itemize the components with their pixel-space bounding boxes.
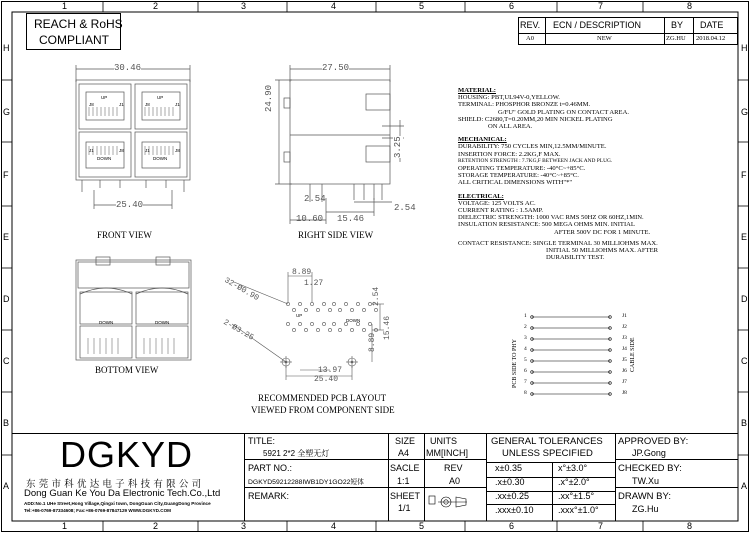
schematic-wiring: [520, 310, 620, 405]
units-label: UNITS: [430, 436, 457, 446]
schematic-jack-4: J4: [622, 346, 627, 352]
grid-row-e: E: [3, 232, 10, 242]
pcb-dim-25-40: 25.40: [314, 375, 339, 384]
schematic-jack-1: J1: [622, 313, 627, 319]
material-line-3: G/FU" GOLD PLATING ON CONTACT AREA.: [498, 108, 629, 116]
tolerance-linear-3: .xx±0.25: [495, 491, 529, 501]
by-value: ZG.HU: [666, 35, 686, 42]
material-line-4: SHIELD: C2680,T=0.20MM,20 MIN NICKEL PLATING: [458, 115, 613, 123]
mechanical-line-2: INSERTION FORCE: 2.2KG,F MAX.: [458, 150, 561, 158]
contact-line-2: INITIAL 50 MILLIOHMS MAX. AFTER: [546, 247, 659, 255]
checked-label: CHECKED BY:: [618, 463, 682, 474]
grid-row-a: A: [3, 481, 10, 491]
front-port-down-right: DOWN: [153, 156, 168, 161]
right-dim-depth: 27.50: [322, 63, 350, 73]
electrical-title: ELECTRICAL:: [458, 192, 504, 200]
badge-line-1: REACH & RoHS: [34, 17, 123, 31]
approved-value: JP.Gong: [632, 448, 666, 458]
mechanical-title: MECHANICAL:: [458, 136, 507, 144]
grid-col-3: 3: [241, 1, 247, 11]
size-value: A4: [398, 448, 410, 458]
pcb-dim-2-54: [372, 287, 381, 306]
sheet-label: SHEET: [390, 491, 421, 501]
right-dim-15-46: 15.46: [337, 214, 365, 224]
front-dim-bottom: 25.40: [116, 200, 144, 210]
grid-row-d-right: D: [741, 294, 748, 304]
rev-header: REV.: [520, 20, 541, 30]
part-label: PART NO.:: [248, 463, 293, 473]
schematic-pin-5: 5: [524, 357, 527, 363]
schematic-jack-3: J3: [622, 335, 627, 341]
drawn-value: ZG.Hu: [632, 504, 659, 514]
scale-value: 1:1: [397, 476, 410, 486]
grid-col-7-bottom: 7: [598, 521, 604, 531]
schematic-jack-2: J2: [622, 324, 627, 330]
grid-row-h-right: H: [741, 43, 748, 53]
grid-row-b-right: B: [741, 418, 748, 428]
size-label: SIZE: [395, 436, 416, 446]
by-header: BY: [671, 20, 684, 30]
tolerance-title-2: UNLESS SPECIFIED: [502, 448, 593, 459]
front-jack-top-1: J8: [89, 102, 94, 107]
pcb-dim-1-27: 1.27: [304, 279, 324, 288]
front-jack-bottom-4: J8: [175, 148, 180, 153]
right-dim-height-value: 24.90: [264, 84, 274, 112]
schematic-jack-7: J7: [622, 379, 627, 385]
grid-col-8-bottom: 8: [687, 521, 693, 531]
mechanical-line-3: RETENTION STRENGTH : 7.7KG,F BETWEEN JACK AND PLUG.: [458, 157, 613, 164]
front-jack-bottom-2: J8: [119, 148, 124, 153]
grid-col-2-bottom: 2: [153, 521, 159, 531]
contact-line-3: DURABILITY TEST.: [546, 254, 605, 262]
tolerance-angle-1: x°±3.0°: [558, 463, 588, 473]
schematic-pin-2: 2: [524, 324, 527, 330]
bottom-port-down-left: DOWN: [99, 320, 114, 325]
rev-label: REV: [444, 463, 463, 473]
specifications-block: [458, 87, 658, 261]
tolerance-title-1: GENERAL TOLERANCES: [491, 436, 603, 447]
scale-label: SACLE: [390, 463, 420, 473]
mechanical-line-1: DURABILITY: 750 CYCLES MIN,12.5MM/MINUTE.: [458, 143, 607, 151]
schematic-left-label-text: PCB SIDE TO PHY: [512, 339, 518, 388]
grid-row-f-right: F: [741, 170, 747, 180]
reach-rohs-badge: [26, 13, 121, 50]
tolerance-linear-4: .xxx±0.10: [495, 505, 534, 515]
company-name-cn: 东 莞 市 科 优 达 电 子 科 技 有 限 公 司: [26, 479, 202, 490]
grid-col-1-bottom: 1: [62, 521, 68, 531]
grid-row-d: D: [3, 294, 10, 304]
schematic-jack-6: J6: [622, 368, 627, 374]
approved-label: APPROVED BY:: [618, 436, 689, 447]
remark-label: REMARK:: [248, 491, 290, 501]
front-port-up-right: UP: [157, 95, 164, 100]
bottom-port-down-right: DOWN: [155, 320, 170, 325]
schematic-jack-8: J8: [622, 390, 627, 396]
front-jack-bottom-1: J1: [89, 148, 94, 153]
pcb-dim-8-89b-value: 8.89: [368, 332, 377, 352]
mechanical-line-5: STORAGE TEMPERATURE: -40°C~+85°C.: [458, 172, 579, 180]
rev-value: A0: [526, 35, 534, 42]
tolerance-linear-2: .x±0.30: [495, 477, 525, 487]
schematic-pin-1: 1: [524, 313, 527, 319]
tolerance-angle-3: .xx°±1.5°: [558, 491, 595, 501]
pcb-dim-8-89b: [368, 333, 377, 352]
grid-row-e-right: E: [741, 232, 748, 242]
right-dim-2-54b: 2.54: [394, 203, 416, 213]
grid-col-4: 4: [331, 1, 337, 11]
pcb-dim-15-46-value: 15.46: [383, 315, 392, 340]
ecn-value: NEW: [597, 35, 612, 42]
badge-line-2: COMPLIANT: [39, 33, 110, 47]
schematic-pin-3: 3: [524, 335, 527, 341]
tolerance-angle-2: .x°±2.0°: [558, 477, 590, 487]
schematic-right-label: [630, 338, 636, 373]
electrical-line-2: CURRENT RATING : 1.5AMP.: [458, 207, 544, 215]
grid-col-7: 7: [598, 1, 604, 11]
right-dim-height: [264, 85, 274, 112]
schematic-pin-6: 6: [524, 368, 527, 374]
right-dim-10-60: 10.60: [296, 214, 324, 224]
date-value: 2018.04.12: [696, 35, 726, 42]
grid-col-6: 6: [509, 1, 515, 11]
grid-row-c-right: C: [741, 356, 748, 366]
material-line-2: TERMINAL: PHOSPHOR BRONZE t=0.46MM.: [458, 101, 591, 109]
schematic-pin-4: 4: [524, 346, 527, 352]
right-dim-2-54a: 2.54: [304, 194, 326, 204]
mechanical-line-4: OPERATING TEMPERATURE: -40°C~+85°C.: [458, 165, 586, 173]
pcb-port-down: DOWN: [346, 318, 361, 323]
part-value: DGKYD59212288IWB1DY1GO22短体: [248, 479, 364, 486]
front-port-up-left: UP: [101, 95, 108, 100]
units-value: MM[INCH]: [426, 448, 468, 458]
schematic-right-label-text: CABLE SIDE: [630, 337, 636, 372]
pcb-holes-small-value: 32-Ø0.90: [222, 276, 261, 303]
grid-row-g-right: G: [741, 107, 749, 117]
grid-col-5-bottom: 5: [419, 521, 425, 531]
grid-col-3-bottom: 3: [241, 521, 247, 531]
rev-value-title: A0: [449, 476, 461, 486]
grid-row-f: F: [3, 170, 9, 180]
mechanical-line-6: ALL CRITICAL DIMENSIONS WITH"*": [458, 179, 573, 187]
grid-col-2: 2: [153, 1, 159, 11]
front-jack-top-4: J1: [175, 102, 180, 107]
company-logo: DGKYD: [60, 434, 194, 475]
right-side-view-label: RIGHT SIDE VIEW: [298, 230, 374, 240]
company-address: ADD:No.1 UHe Street,Hong Village,Qingxi town, DongGuan City,GuangDong Province: [24, 501, 211, 506]
front-jack-top-2: J1: [119, 102, 124, 107]
front-view-label: FRONT VIEW: [97, 230, 152, 240]
title-label: TITLE:: [248, 436, 276, 446]
date-header: DATE: [700, 20, 724, 30]
pcb-label-line-1: RECOMMENDED PCB LAYOUT: [258, 393, 387, 403]
front-jack-top-3: J8: [145, 102, 150, 107]
schematic-jack-5: J5: [622, 357, 627, 363]
electrical-line-1: VOLTAGE: 125 VOLTS AC.: [458, 199, 536, 207]
pcb-dim-13-97: 13.97: [318, 366, 343, 375]
contact-line-1: CONTACT RESISTANCE: SINGLE TERMINAL 30 MILLIOHMS MAX.: [458, 239, 658, 247]
pcb-holes-big-value: 2-Ø3.25: [221, 318, 256, 343]
grid-col-5: 5: [419, 1, 425, 11]
material-line-1: HOUSING: PBT,UL94V-0,YELLOW.: [458, 94, 560, 102]
grid-row-h: H: [3, 43, 10, 53]
tolerance-angle-4: .xxx°±1.0°: [558, 505, 599, 515]
grid-col-6-bottom: 6: [509, 521, 515, 531]
front-jack-bottom-3: J1: [145, 148, 150, 153]
material-title: MATERIAL:: [458, 87, 496, 94]
company-contact: Tel:+86-0769-87334608; Fax:+86-0769-87847129 WWW.DGKYD.COM: [24, 508, 171, 513]
schematic-left-label: [512, 339, 518, 388]
schematic-pin-7: 7: [524, 379, 527, 385]
grid-row-c: C: [3, 356, 10, 366]
right-dim-3-25: [393, 136, 403, 158]
checked-value: TW.Xu: [632, 476, 660, 486]
company-name-en: Dong Guan Ke You Da Electronic Tech.Co.,Ltd: [24, 488, 221, 499]
pcb-dim-2-54-value: 2.54: [372, 286, 381, 306]
tolerance-linear-1: x±0.35: [495, 463, 522, 473]
material-line-5: ON ALL AREA.: [488, 123, 533, 131]
ecn-header: ECN / DESCRIPTION: [553, 20, 642, 30]
pcb-label-line-2: VIEWED FROM COMPONENT SIDE: [251, 405, 395, 415]
grid-col-8: 8: [687, 1, 693, 11]
grid-col-1: 1: [62, 1, 68, 11]
pcb-dim-15-46: [383, 316, 392, 340]
schematic-pin-8: 8: [524, 390, 527, 396]
grid-row-a-right: A: [741, 481, 748, 491]
electrical-line-4: INSULATION RESISTANCE: 500 MEGA OHMS MIN. INITIAL: [458, 221, 635, 229]
front-dim-width: 30.46: [114, 63, 142, 73]
front-port-down-left: DOWN: [97, 156, 112, 161]
drawn-label: DRAWN BY:: [618, 491, 671, 502]
right-dim-3-25-value: 3.25: [393, 136, 403, 158]
electrical-line-3: DIELECTRIC STRENGTH: 1000 VAC RMS 50HZ OR 60HZ,1MIN.: [458, 214, 644, 222]
bottom-view-drawing: [70, 254, 200, 364]
pcb-dim-8-89a: 8.89: [292, 268, 312, 277]
grid-row-g: G: [3, 107, 11, 117]
grid-col-4-bottom: 4: [331, 521, 337, 531]
bottom-view-label: BOTTOM VIEW: [95, 365, 159, 375]
pcb-port-up: UP: [296, 313, 303, 318]
title-value: 5921 2*2 全塑无灯: [263, 449, 330, 458]
sheet-value: 1/1: [398, 503, 411, 513]
grid-row-b: B: [3, 418, 10, 428]
electrical-line-5: AFTER 500V DC FOR 1 MINUTE.: [554, 228, 651, 236]
